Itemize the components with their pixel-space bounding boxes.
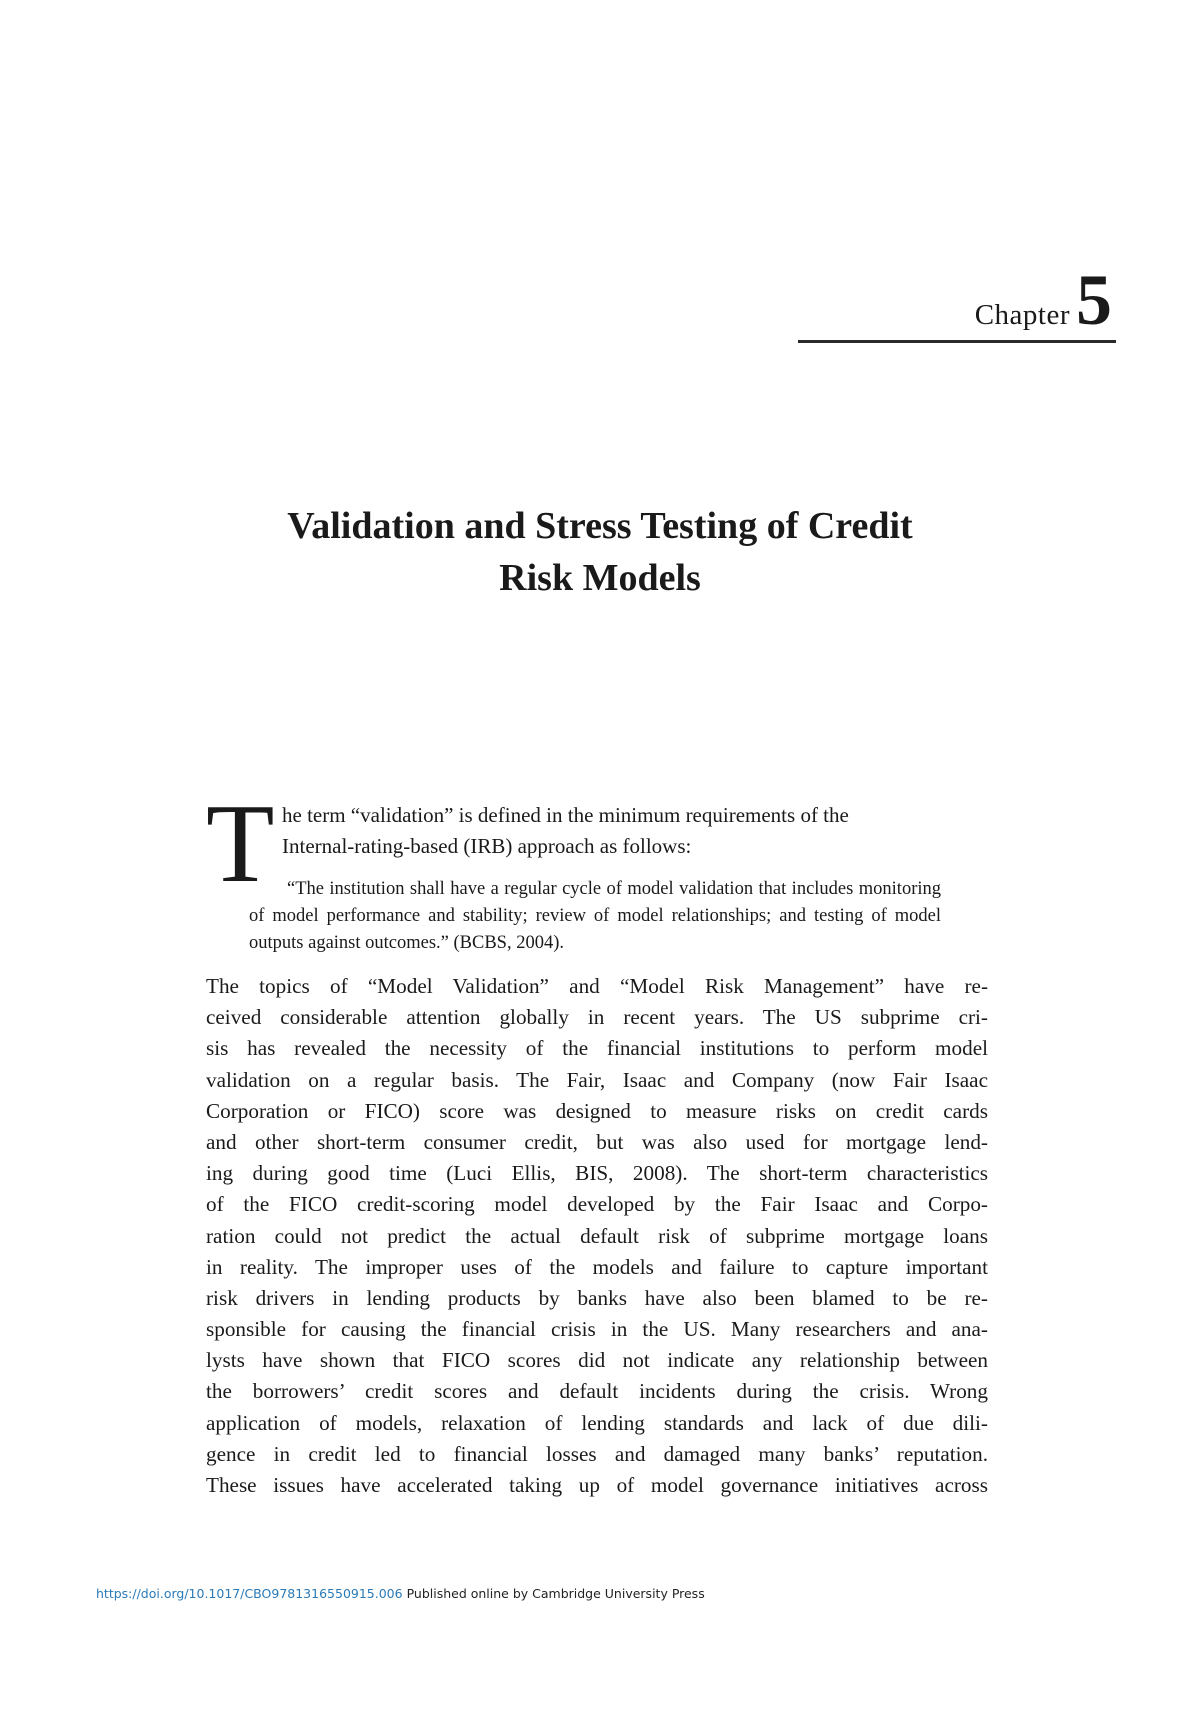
body-line: ceived considerable attention globally in recent years. The US subprime cri- (206, 1005, 988, 1030)
body-line: Corporation or FICO) score was designed to measure risks on credit cards (206, 1098, 988, 1123)
body-line: ing during good time (Luci Ellis, BIS, 2008). The short-term characteristics (206, 1161, 988, 1186)
drop-cap: T (206, 782, 275, 906)
body-line: risk drivers in lending products by banks have also been blamed to be re- (206, 1285, 988, 1310)
chapter-title-line-1: Validation and Stress Testing of Credit (287, 505, 913, 547)
body-line: sponsible for causing the financial crisis in the US. Many researchers and ana- (206, 1317, 988, 1342)
block-quote: “The institution shall have a regular cycle of model validation that includes monitoring of model performance and stability; review of model relationships; and testing of model outputs against outcomes.” (BCBS, 2004). (249, 879, 941, 953)
body-line: lysts have shown that FICO scores did not indicate any relationship between (206, 1348, 988, 1373)
body-line: the borrowers’ credit scores and default incidents during the crisis. Wrong (206, 1379, 988, 1404)
intro-line-1: he term “validation” is defined in the minimum requirements of the (282, 803, 849, 827)
chapter-title (150, 500, 1050, 604)
body-paragraph (206, 971, 988, 1501)
chapter-title-line-2: Risk Models (499, 557, 701, 599)
body-line: in reality. The improper uses of the models and failure to capture important (206, 1254, 988, 1279)
body-line: gence in credit led to financial losses and damaged many banks’ reputation. (206, 1441, 988, 1466)
intro-line-2: Internal-rating-based (IRB) approach as follows: (282, 834, 692, 858)
body-line: These issues have accelerated taking up of model governance initiatives across (206, 1473, 988, 1497)
doi-link[interactable]: https://doi.org/10.1017/CBO9781316550915.006 (96, 1586, 403, 1601)
chapter-label: Chapter (974, 299, 1070, 331)
page-footer (96, 1586, 705, 1601)
body-line: validation on a regular basis. The Fair, Isaac and Company (now Fair Isaac (206, 1067, 988, 1092)
body-line: The topics of “Model Validation” and “Model Risk Management” have re- (206, 974, 988, 998)
chapter-number: 5 (1076, 260, 1112, 340)
chapter-header (798, 260, 1116, 343)
publisher-note: Published online by Cambridge University Press (406, 1586, 705, 1601)
body-line: of the FICO credit-scoring model developed by the Fair Isaac and Corpo- (206, 1192, 988, 1217)
body-line: ration could not predict the actual default risk of subprime mortgage loans (206, 1223, 988, 1248)
body-line: sis has revealed the necessity of the financial institutions to perform model (206, 1036, 988, 1061)
body-line: and other short-term consumer credit, but was also used for mortgage lend- (206, 1129, 988, 1154)
body-line: application of models, relaxation of lending standards and lack of due dili- (206, 1410, 988, 1435)
